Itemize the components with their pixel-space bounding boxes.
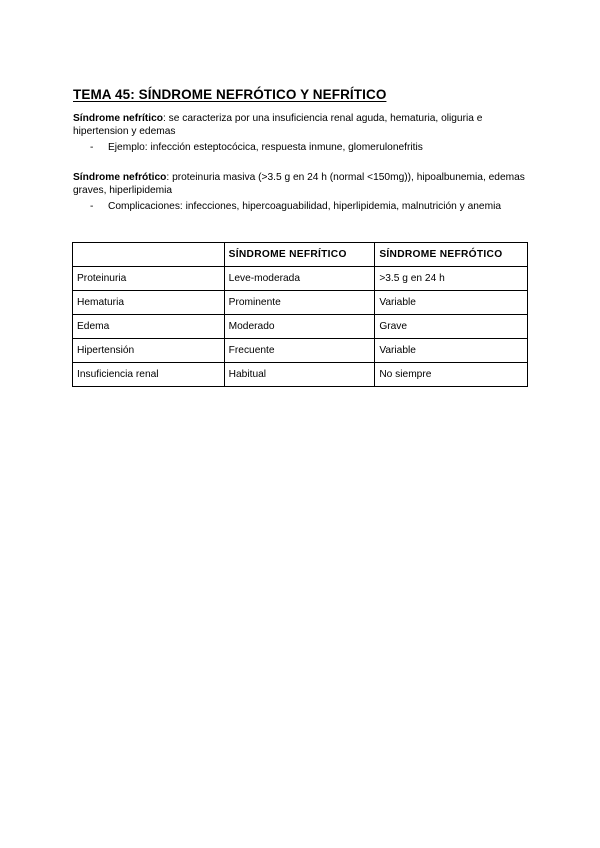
nefrotico-paragraph (73, 171, 533, 197)
table-cell-feature: Insuficiencia renal (73, 363, 225, 387)
table-cell-nefrotico: No siempre (375, 363, 528, 387)
table-row (73, 339, 528, 363)
nefritico-description: : se caracteriza por una insuficiencia renal aguda, hematuria, oliguria e hipertension y edemas (73, 113, 483, 137)
bullet-dash: - (90, 201, 94, 212)
table-cell-nefritico: Leve-moderada (224, 267, 375, 291)
table-cell-nefrotico: Variable (375, 291, 528, 315)
table-row (73, 291, 528, 315)
table-row (73, 315, 528, 339)
table-header-empty (73, 243, 225, 267)
table-row (73, 363, 528, 387)
table-cell-feature: Edema (73, 315, 225, 339)
nefrotico-bullet-text: Complicaciones: infecciones, hipercoaguabilidad, hiperlipidemia, malnutrición y anemia (108, 201, 501, 212)
table-row (73, 267, 528, 291)
bullet-dash: - (90, 142, 94, 153)
table-cell-feature: Hematuria (73, 291, 225, 315)
table-cell-nefritico: Moderado (224, 315, 375, 339)
table-cell-nefrotico: Grave (375, 315, 528, 339)
nefritico-term: Síndrome nefrítico (73, 113, 164, 124)
table-header-row (73, 243, 528, 267)
page-title: TEMA 45: SÍNDROME NEFRÓTICO Y NEFRÍTICO (73, 87, 387, 102)
table-header-nefritico: SÍNDROME NEFRÍTICO (224, 243, 375, 267)
table-cell-nefritico: Prominente (224, 291, 375, 315)
table-cell-feature: Proteinuria (73, 267, 225, 291)
nefrotico-bullet (90, 200, 528, 213)
table-header-nefrotico: SÍNDROME NEFRÓTICO (375, 243, 528, 267)
table-cell-nefritico: Frecuente (224, 339, 375, 363)
nefrotico-term: Síndrome nefrótico (73, 172, 167, 183)
nefritico-paragraph (73, 112, 533, 138)
nefritico-bullet-text: Ejemplo: infección esteptocócica, respuesta inmune, glomerulonefritis (108, 142, 423, 153)
table-cell-nefrotico: Variable (375, 339, 528, 363)
nefritico-bullet (90, 141, 528, 154)
table-cell-nefritico: Habitual (224, 363, 375, 387)
table-cell-nefrotico: >3.5 g en 24 h (375, 267, 528, 291)
comparison-table (72, 242, 528, 387)
nefrotico-description: : proteinuria masiva (>3.5 g en 24 h (normal <150mg)), hipoalbunemia, edemas graves, hiperlipidemia (73, 172, 525, 196)
table-cell-feature: Hipertensión (73, 339, 225, 363)
